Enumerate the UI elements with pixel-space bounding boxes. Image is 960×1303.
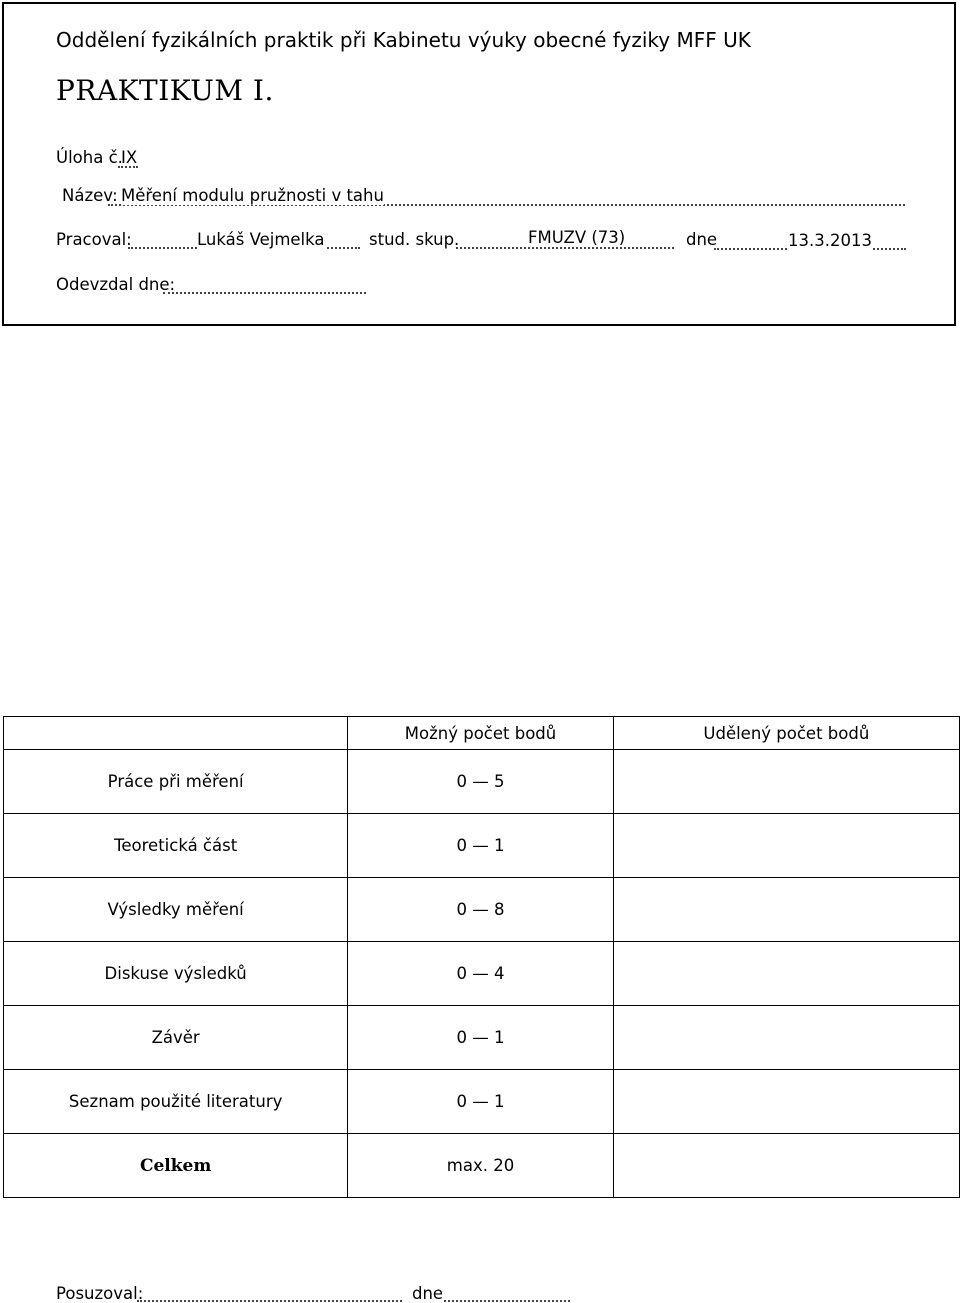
name-label: Název: xyxy=(62,186,118,205)
total-value: max. 20 xyxy=(348,1134,613,1198)
score-table xyxy=(3,716,960,1198)
total-label: Celkem xyxy=(4,1134,348,1198)
task-label: Úloha č. xyxy=(56,148,123,167)
row-item: Práce při měření xyxy=(4,750,348,814)
row-possible: 0 — 5 xyxy=(348,750,613,814)
row-awarded[interactable] xyxy=(613,1070,959,1134)
worked-label: Pracoval: xyxy=(56,230,132,249)
row-item: Teoretická část xyxy=(4,814,348,878)
row-awarded[interactable] xyxy=(613,814,959,878)
row-item: Výsledky měření xyxy=(4,878,348,942)
table-row xyxy=(4,942,960,1006)
reviewer-dots xyxy=(137,1294,402,1302)
submitted-dots xyxy=(163,286,366,294)
row-possible: 0 — 8 xyxy=(348,878,613,942)
worked-value: Lukáš Vejmelka xyxy=(197,230,325,249)
row-possible: 0 — 1 xyxy=(348,1006,613,1070)
group-label: stud. skup. xyxy=(369,230,460,249)
table-row xyxy=(4,1006,960,1070)
table-total-row xyxy=(4,1134,960,1198)
name-value: Měření modulu pružnosti v tahu xyxy=(121,186,384,205)
row-awarded[interactable] xyxy=(613,750,959,814)
footer-date-label: dne xyxy=(412,1284,444,1303)
task-value: IX xyxy=(121,148,138,167)
header-cell-awarded: Udělený počet bodů xyxy=(613,717,959,750)
header-cell-possible: Možný počet bodů xyxy=(348,717,613,750)
row-awarded[interactable] xyxy=(613,878,959,942)
row-awarded[interactable] xyxy=(613,1006,959,1070)
total-awarded[interactable] xyxy=(613,1134,959,1198)
row-possible: 0 — 4 xyxy=(348,942,613,1006)
department-line: Oddělení fyzikálních praktik při Kabinetu výuky obecné fyziky MFF UK xyxy=(56,28,751,52)
submitted-label: Odevzdal dne: xyxy=(56,275,176,294)
table-row xyxy=(4,1070,960,1134)
page-title: PRAKTIKUM I. xyxy=(56,74,274,107)
table-header-row xyxy=(4,717,960,750)
row-item: Diskuse výsledků xyxy=(4,942,348,1006)
date-value: 13.3.2013 xyxy=(788,231,872,250)
row-awarded[interactable] xyxy=(613,942,959,1006)
table-row xyxy=(4,814,960,878)
row-possible: 0 — 1 xyxy=(348,1070,613,1134)
group-value: FMUZV (73) xyxy=(528,228,626,247)
row-possible: 0 — 1 xyxy=(348,814,613,878)
table-row xyxy=(4,750,960,814)
row-item: Závěr xyxy=(4,1006,348,1070)
reviewer-label: Posuzoval: xyxy=(56,1284,144,1303)
header-cell-empty xyxy=(4,717,348,750)
footer-date-dots xyxy=(444,1294,570,1302)
row-item: Seznam použité literatury xyxy=(4,1070,348,1134)
table-row xyxy=(4,878,960,942)
date-label: dne xyxy=(686,230,718,249)
